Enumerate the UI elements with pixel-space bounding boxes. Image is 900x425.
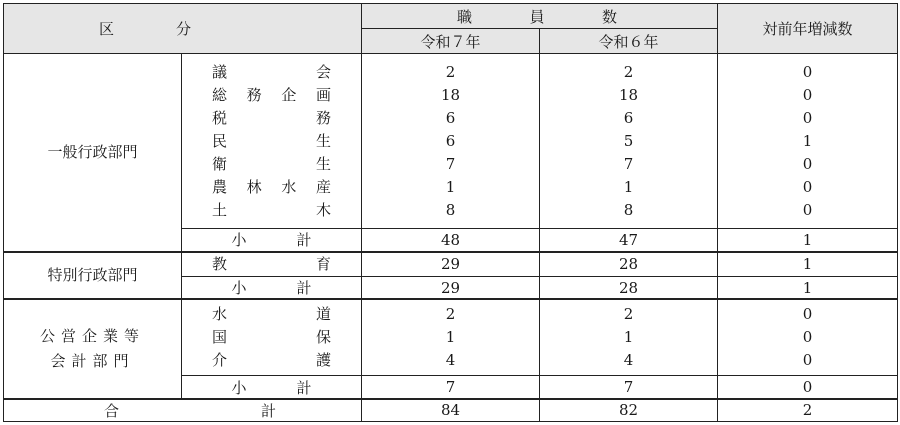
value-r6: 6	[623, 108, 634, 127]
subtotal-r6: 47	[540, 229, 718, 252]
item-name	[212, 253, 331, 276]
subtotal-label	[182, 376, 362, 399]
item-name-char: 務	[315, 108, 331, 127]
item-names-cell	[182, 299, 362, 375]
subtotal-label	[182, 276, 362, 299]
total-diff: 2	[718, 399, 898, 422]
header-shokuin-char-2: 員	[529, 7, 545, 26]
item-name	[212, 326, 331, 349]
subtotal-r7: 29	[362, 276, 540, 299]
item-name	[212, 199, 331, 222]
subtotal-r7: 48	[362, 229, 540, 252]
subtotal-diff: 1	[718, 276, 898, 299]
value-r7: 6	[445, 108, 456, 127]
item-name-char: 総	[212, 85, 228, 104]
item-names-cell	[182, 54, 362, 229]
subtotal-label-char: 小	[231, 231, 247, 250]
r6-values-cell	[540, 299, 718, 375]
item-name-char: 衛	[212, 154, 228, 173]
item-name	[212, 349, 331, 372]
subtotal-label	[182, 229, 362, 252]
dept-cell	[4, 54, 182, 252]
item-name-char: 企	[281, 85, 297, 104]
item-name	[212, 303, 331, 326]
value-diff: 0	[802, 200, 813, 219]
item-name-char: 教	[212, 254, 228, 273]
subtotal-r6: 7	[540, 376, 718, 399]
value-r7: 6	[445, 131, 456, 150]
value-r7: 1	[445, 328, 456, 347]
total-label	[4, 399, 362, 422]
item-name-char: 務	[246, 85, 262, 104]
header-kubun-char-1: 区	[99, 20, 115, 39]
value-r6: 5	[623, 131, 634, 150]
subtotal-label-char: 計	[296, 231, 312, 250]
dept-label-line-2: 会計部門	[50, 352, 135, 371]
item-name	[212, 61, 331, 84]
header-shokuin-char-3: 数	[602, 7, 618, 26]
item-name-char: 生	[315, 131, 331, 150]
header-year-prev: 令和６年	[540, 29, 718, 54]
header-row-1	[4, 4, 898, 29]
value-diff: 0	[802, 351, 813, 370]
header-shokuin-char-1: 職	[457, 7, 473, 26]
total-row	[4, 399, 898, 422]
section-row	[4, 252, 898, 277]
value-r6: 8	[623, 200, 634, 219]
value-r7: 18	[440, 85, 461, 104]
diff-values-cell	[718, 299, 898, 375]
subtotal-label-char: 小	[231, 378, 247, 397]
value-r7: 4	[445, 351, 456, 370]
item-name-char: 土	[212, 200, 228, 219]
section-row	[4, 54, 898, 229]
r6-values-cell	[540, 54, 718, 229]
item-name	[212, 84, 331, 107]
dept-label: 特別行政部門	[47, 266, 138, 285]
header-kubun-char-2: 分	[175, 20, 191, 39]
diff-values-cell	[718, 54, 898, 229]
item-name-char: 画	[315, 85, 331, 104]
value-diff: 0	[802, 154, 813, 173]
header-year-current: 令和７年	[362, 29, 540, 54]
subtotal-r6: 28	[540, 276, 718, 299]
item-name	[212, 153, 331, 176]
value-r6: 4	[623, 351, 634, 370]
subtotal-label-char: 小	[231, 279, 247, 298]
item-name-char: 木	[315, 200, 331, 219]
item-names-cell	[182, 252, 362, 277]
dept-cell	[4, 299, 182, 398]
value-r7: 1	[445, 177, 456, 196]
value-r7: 8	[445, 200, 456, 219]
total-r6: 82	[540, 399, 718, 422]
value-diff: 0	[802, 328, 813, 347]
item-name-char: 道	[315, 305, 331, 324]
value-r6: 1	[623, 177, 634, 196]
r7-values-cell	[362, 54, 540, 229]
value-r7: 7	[445, 154, 456, 173]
header-diff: 対前年増減数	[718, 4, 898, 54]
value-diff: 0	[802, 177, 813, 196]
item-name-char: 介	[212, 351, 228, 370]
header-kubun	[4, 4, 362, 54]
item-name-char: 議	[212, 62, 228, 81]
dept-label-line-1: 公営企業等	[39, 327, 145, 346]
item-name-char: 国	[212, 328, 228, 347]
item-name	[212, 176, 331, 199]
subtotal-diff: 1	[718, 229, 898, 252]
dept-label: 一般行政部門	[47, 142, 138, 161]
value-r7: 2	[445, 305, 456, 324]
item-name-char: 農	[212, 177, 228, 196]
item-name-char: 会	[315, 62, 331, 81]
section-row	[4, 299, 898, 375]
item-name-char: 産	[315, 177, 331, 196]
dept-cell	[4, 252, 182, 300]
value-r6: 18	[618, 85, 639, 104]
value-diff: 0	[802, 85, 813, 104]
item-name-char: 水	[281, 177, 297, 196]
value-diff: 0	[802, 108, 813, 127]
header-shokuin	[362, 4, 718, 29]
value-r7: 2	[445, 62, 456, 81]
total-r7: 84	[362, 399, 540, 422]
item-name	[212, 130, 331, 153]
value-r6: 2	[623, 62, 634, 81]
item-name-char: 護	[315, 351, 331, 370]
total-label-char: 計	[260, 401, 276, 420]
item-name-char: 生	[315, 154, 331, 173]
total-label-char: 合	[104, 401, 120, 420]
item-name-char: 水	[212, 305, 228, 324]
item-name	[212, 107, 331, 130]
subtotal-diff: 0	[718, 376, 898, 399]
item-name-char: 林	[246, 177, 262, 196]
item-name-char: 保	[315, 328, 331, 347]
value-r6: 28	[540, 252, 718, 277]
value-diff: 1	[802, 131, 813, 150]
item-name-char: 民	[212, 131, 228, 150]
subtotal-label-char: 計	[296, 378, 312, 397]
r7-values-cell	[362, 299, 540, 375]
value-diff: 0	[802, 62, 813, 81]
value-r7: 29	[362, 252, 540, 277]
item-name-char: 育	[315, 254, 331, 273]
item-name-char: 税	[212, 108, 228, 127]
value-r6: 7	[623, 154, 634, 173]
staff-count-table	[3, 3, 898, 422]
value-r6: 2	[623, 305, 634, 324]
value-diff: 1	[718, 252, 898, 277]
value-diff: 0	[802, 305, 813, 324]
subtotal-label-char: 計	[296, 279, 312, 298]
value-r6: 1	[623, 328, 634, 347]
subtotal-r7: 7	[362, 376, 540, 399]
